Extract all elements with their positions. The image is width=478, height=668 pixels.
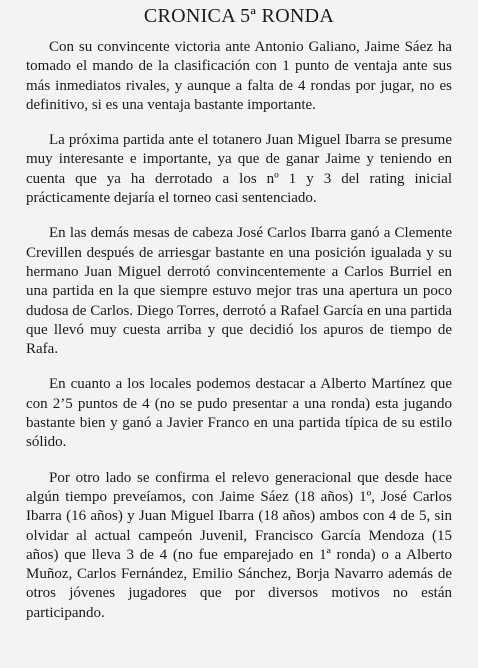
paragraph-3: En las demás mesas de cabeza José Carlos Ibarra ganó a Clemente Crevillen después de arriesgar bastante en una posición igualada y su hermano Juan Miguel derrotó convincentemente a Carlos Burriel en una partida en la que siempre estuvo mejor tras una apertura un poco dudosa de Carlos. Diego Torres, derrotó a Rafael García en una partida que llevó muy cuesta arriba y que decidió los apuros de tiempo de Rafa. [26,225,452,358]
paragraph-4: En cuanto a los locales podemos destacar a Alberto Martínez que con 2’5 puntos de 4 (no se pudo presentar a una ronda) esta jugando bastante bien y ganó a Javier Franco en una partida típica de su estilo sólido. [26,376,452,451]
paragraph-1: Con su convincente victoria ante Antonio Galiano, Jaime Sáez ha tomado el mando de la clasificación con 1 punto de ventaja ante sus más inmediatos rivales, y aunque a falta de 4 rondas por jugar, no es definitivo, si es una ventaja bastante importante. [26,39,452,113]
paragraph-5: Por otro lado se confirma el relevo generacional que desde hace algún tiempo preveíamos, con Jaime Sáez (18 años) 1º, José Carlos Ibarra (16 años) y Juan Miguel Ibarra (18 años) ambos con 4 de 5, sin olvidar al actual campeón Juvenil, Francisco García Mendoza (15 años) que lleva 3 de 4 (no fue emparejado en 1ª ronda) o a Alberto Muñoz, Carlos Fernández, Emilio Sánchez, Borja Navarro además de otros jóvenes jugadores que por diversos motivos no están participando. [26,469,452,621]
document-title: CRONICA 5ª RONDA [143,5,335,27]
paragraph-2: La próxima partida ante el totanero Juan Miguel Ibarra se presume muy interesante e importante, ya que de ganar Jaime y teniendo en cuenta que ya ha derrotado a los nº 1 y 3 del rating inicial prácticamente dejaría el torneo casi sentenciado. [26,132,452,207]
